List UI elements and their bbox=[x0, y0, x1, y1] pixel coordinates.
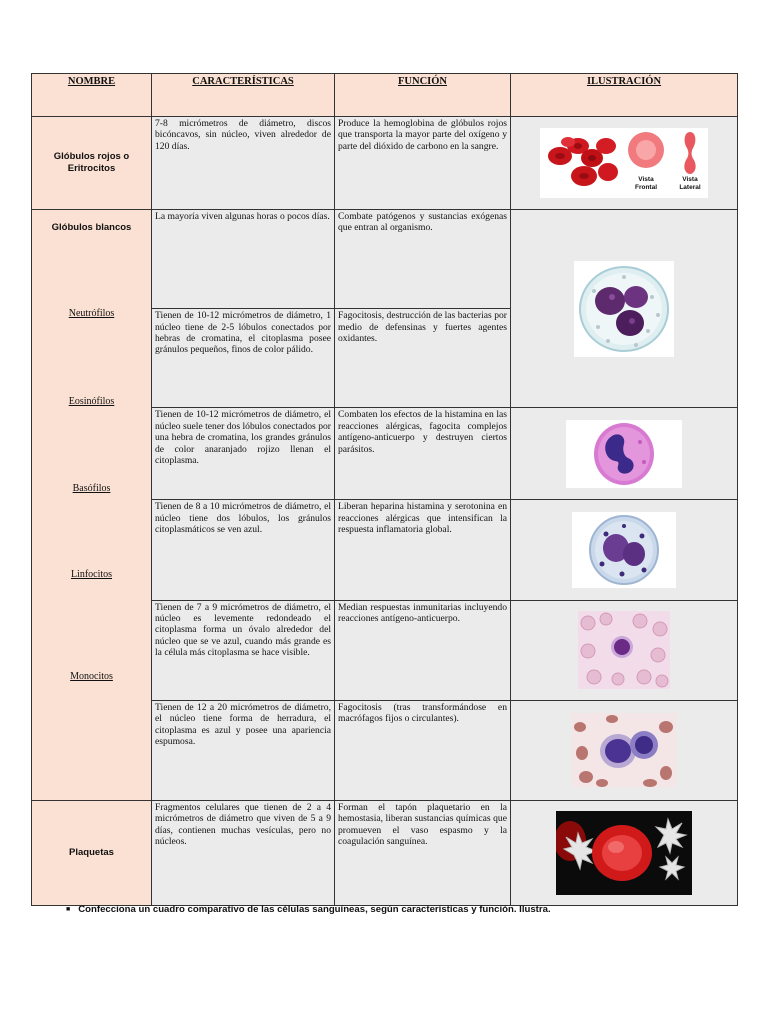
caracteristicas-monocitos: Tienen de 12 a 20 micrómetros de diámetro, el núcleo tiene forma de herradura, el citoplasma es azul y posee una apariencia espumosa. bbox=[152, 700, 335, 800]
svg-text:Lateral: Lateral bbox=[679, 184, 701, 191]
funcion-eosinofilos: Combaten los efectos de la histamina en las reacciones alérgicas, fagocita complejos antígeno-anticuerpo y destruyen ciertos parásitos. bbox=[335, 408, 511, 500]
caracteristicas-eritrocitos: 7-8 micrómetros de diámetro, discos bicóncavos, sin núcleo, viven alrededor de 120 días. bbox=[152, 117, 335, 210]
caracteristicas-globulos-blancos: La mayoría viven algunas horas o pocos días. bbox=[152, 210, 335, 309]
caracteristicas-eosinofilos: Tienen de 10-12 micrómetros de diámetro, el núcleo suele tener dos lóbulos conectados por una hebra de cromatina, los grandes gránulos de color anaranjado rojizo llenan el citoplasma. bbox=[152, 408, 335, 500]
header-ilustracion: ILUSTRACIÓN bbox=[511, 74, 738, 117]
eosinophil-illustration bbox=[566, 420, 682, 488]
illustration-cell-linfocitos bbox=[511, 600, 738, 700]
funcion-basofilos: Liberan heparina histamina y serotonina en reacciones alérgicas que intensifican la respuesta inflamatoria global. bbox=[335, 500, 511, 600]
funcion-eritrocitos: Produce la hemoglobina de glóbulos rojos que transporta la mayor parte del oxígeno y parte del dióxido de carbono en la sangre. bbox=[335, 117, 511, 210]
bullet-icon: ■ bbox=[66, 906, 71, 913]
neutrophil-illustration bbox=[574, 261, 674, 357]
header-funcion: FUNCIÓN bbox=[335, 74, 511, 117]
table-row bbox=[32, 801, 738, 906]
funcion-plaquetas: Forman el tapón plaquetario en la hemostasia, liberan sustancias químicas que promueven el vaso espasmo y la coagulación sanguínea. bbox=[335, 801, 511, 906]
illustration-cell-monocitos bbox=[511, 700, 738, 800]
illustration-cell-plaquetas bbox=[511, 801, 738, 906]
comparison-table-container bbox=[31, 73, 737, 904]
name-cell-plaquetas bbox=[32, 801, 152, 906]
funcion-monocitos: Fagocitosis (tras transformándose en macrófagos fijos o circulantes). bbox=[335, 700, 511, 800]
name-eosinofilos: Eosinófilos bbox=[68, 396, 115, 407]
caracteristicas-basofilos: Tienen de 8 a 10 micrómetros de diámetro, el núcleo tiene dos lóbulos, los gránulos citoplasmáticos se ven azul. bbox=[152, 500, 335, 600]
monocyte-illustration bbox=[572, 713, 676, 787]
table-row bbox=[32, 117, 738, 210]
assignment-text: Confecciona un cuadro comparativo de las células sanguíneas, según características y función. Ilustra. bbox=[78, 904, 551, 915]
funcion-linfocitos: Median respuestas inmunitarias incluyendo reacciones antígeno-anticuerpo. bbox=[335, 600, 511, 700]
svg-text:Vista: Vista bbox=[638, 176, 654, 183]
name-monocitos: Monocitos bbox=[70, 671, 113, 682]
funcion-globulos-blancos: Combate patógenos y sustancias exógenas que entran al organismo. bbox=[335, 210, 511, 309]
basophil-illustration bbox=[572, 512, 676, 588]
lymphocyte-illustration bbox=[578, 611, 670, 689]
name-linfocitos: Linfocitos bbox=[70, 569, 113, 580]
caracteristicas-linfocitos: Tienen de 7 a 9 micrómetros de diámetro, el núcleo es levemente redondeado el citoplasma forma un óvalo alrededor del núcleo que se ve azul, cuando más grande es la célula más citoplasma se hace visible. bbox=[152, 600, 335, 700]
svg-text:Frontal: Frontal bbox=[634, 184, 658, 191]
table-row bbox=[32, 210, 738, 309]
name-cell-eritrocitos bbox=[32, 117, 152, 210]
illustration-cell-basofilos bbox=[511, 500, 738, 600]
platelets-illustration bbox=[556, 811, 692, 895]
caracteristicas-plaquetas: Fragmentos celulares que tienen de 2 a 4 micrómetros de diámetro que viven de 5 a 9 días, contienen muchas vesículas, pero no núcleos. bbox=[152, 801, 335, 906]
illustration-cell-neutrofilos bbox=[511, 210, 738, 408]
assignment-instruction bbox=[66, 904, 746, 915]
name-globulos-blancos: Glóbulos blancos bbox=[51, 222, 132, 233]
name-neutrofilos: Neutrófilos bbox=[68, 308, 115, 319]
illustration-cell-eosinofilos bbox=[511, 408, 738, 500]
name-plaquetas: Plaquetas bbox=[69, 847, 114, 858]
funcion-neutrofilos: Fagocitosis, destrucción de las bacterias por medio de defensinas y fuertes agentes oxidantes. bbox=[335, 309, 511, 408]
illustration-cell-eritrocitos bbox=[511, 117, 738, 210]
name-basofilos: Basófilos bbox=[72, 483, 111, 494]
caracteristicas-neutrofilos: Tienen de 10-12 micrómetros de diámetro, 1 núcleo tiene de 2-5 lóbulos conectados por hebras de cromatina, el citoplasma posee gránulos pequeños, finos de color pálido. bbox=[152, 309, 335, 408]
header-nombre: NOMBRE bbox=[32, 74, 152, 117]
name-cell-globulos-blancos bbox=[32, 210, 152, 801]
header-row bbox=[32, 74, 738, 117]
blood-cells-table bbox=[31, 73, 738, 906]
red-blood-cell-illustration bbox=[540, 128, 708, 198]
svg-text:Vista: Vista bbox=[682, 176, 698, 183]
header-caracteristicas: CARACTERÍSTICAS bbox=[152, 74, 335, 117]
name-eritrocitos: Glóbulos rojos o Eritrocitos bbox=[53, 151, 130, 174]
